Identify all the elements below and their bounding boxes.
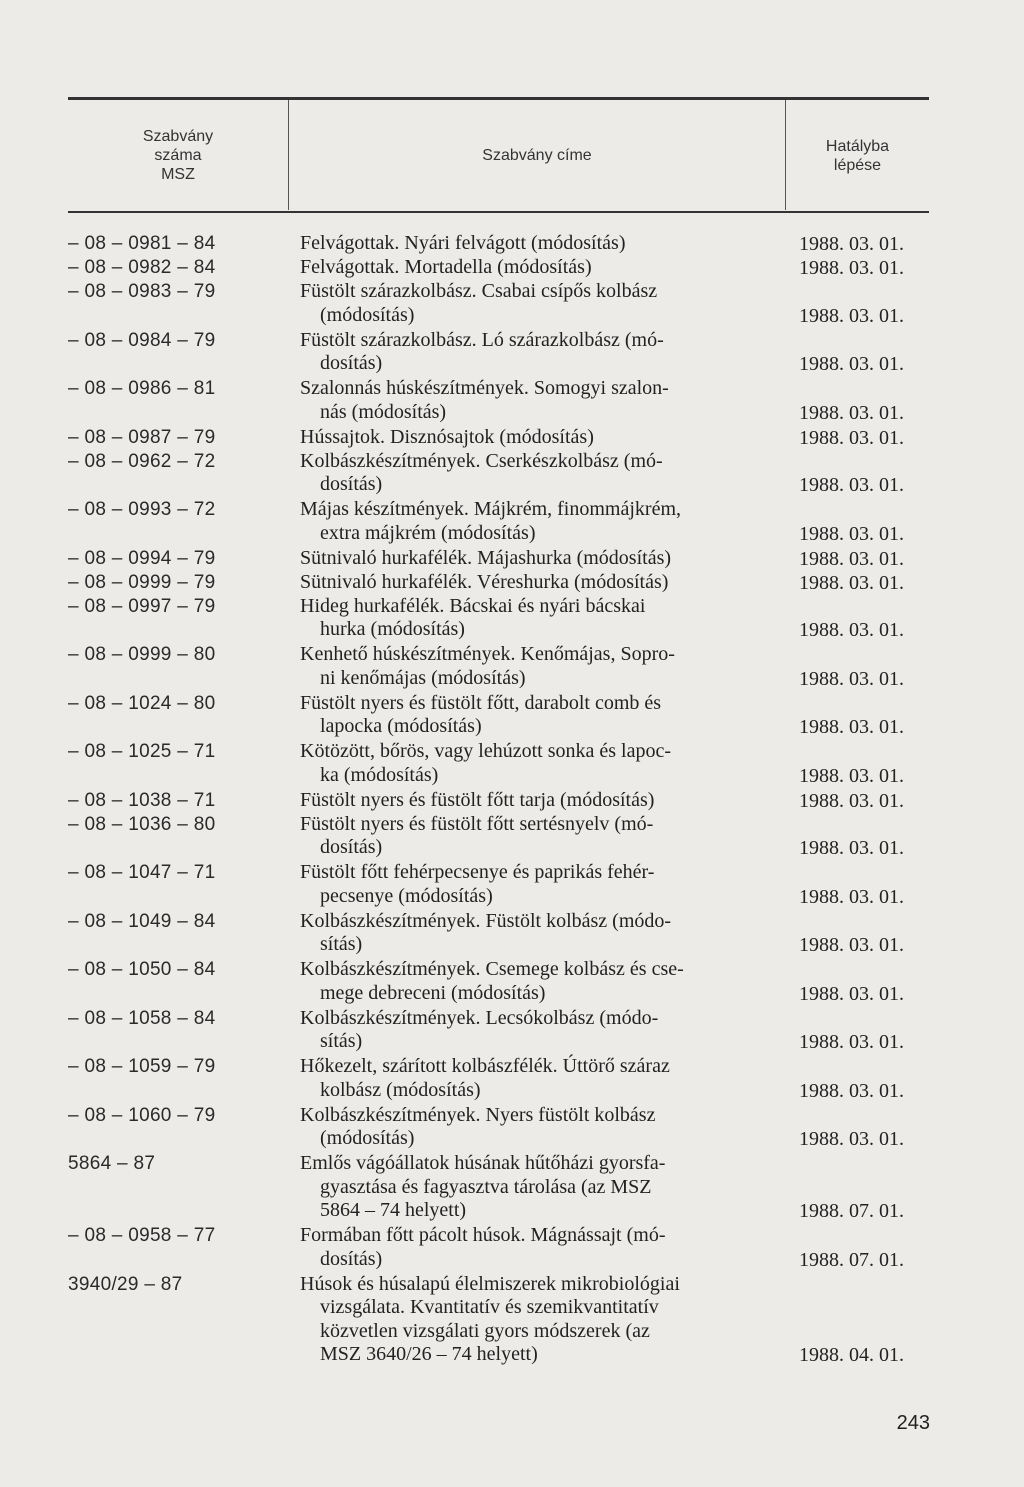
standard-title (300, 280, 785, 327)
standard-title (300, 813, 785, 860)
standard-title-line: Felvágottak. Mortadella (módosítás) (300, 256, 592, 278)
effective-date: 1988. 03. 01. (799, 1079, 904, 1102)
standard-title-line: Felvágottak. Nyári felvágott (módosítás) (300, 232, 626, 254)
standard-title (300, 1273, 785, 1367)
effective-date: 1988. 03. 01. (799, 885, 904, 908)
effective-date: 1988. 03. 01. (799, 667, 904, 690)
effective-date: 1988. 03. 01. (799, 233, 904, 255)
standard-title (300, 910, 785, 957)
standard-title-line: Kolbászkészítmények. Lecsókolbász (módo- (300, 1006, 659, 1029)
standard-title-line: lapocka (módosítás) (320, 715, 482, 737)
standard-title-line: hurka (módosítás) (320, 618, 465, 640)
standard-code: – 08 – 1024 – 80 (68, 692, 216, 714)
standard-title-line: Hússajtok. Disznósajtok (módosítás) (300, 425, 594, 448)
standard-title (300, 1055, 785, 1102)
standard-title (300, 450, 785, 497)
standard-title-line: Kötözött, bőrös, vagy lehúzott sonka és lapoc- (300, 740, 672, 762)
standard-title-line: dosítás) (320, 836, 383, 858)
effective-date: 1988. 03. 01. (799, 474, 904, 496)
standard-title-line: sítás) (320, 933, 363, 955)
standard-code: – 08 – 0962 – 72 (68, 450, 216, 472)
standard-title-line: (módosítás) (320, 1127, 415, 1149)
standard-title-line: nás (módosítás) (320, 400, 447, 423)
standard-title-line: Füstölt szárazkolbász. Csabai csípős kolbász (300, 280, 658, 302)
standard-code: – 08 – 0984 – 79 (68, 329, 216, 351)
standard-title (300, 740, 785, 787)
standard-title (300, 1152, 785, 1223)
effective-date: 1988. 04. 01. (799, 1344, 904, 1366)
standard-code: – 08 – 0981 – 84 (68, 233, 216, 254)
standard-title-line: dosítás) (320, 352, 383, 374)
standard-title-line: kolbász (módosítás) (320, 1078, 481, 1101)
standard-code: – 08 – 0999 – 80 (68, 644, 216, 665)
standard-title-line: Kolbászkészítmények. Füstölt kolbász (módo- (300, 909, 672, 932)
standard-code: – 08 – 1050 – 84 (68, 959, 216, 980)
standard-code: – 08 – 0999 – 79 (68, 571, 216, 593)
standard-title-line: Füstölt nyers és füstölt főtt sertésnyelv (mó- (300, 812, 654, 835)
effective-date: 1988. 03. 01. (799, 257, 904, 279)
standard-title (300, 1224, 785, 1271)
standard-code: – 08 – 1060 – 79 (68, 1104, 216, 1126)
standard-code: 5864 – 87 (68, 1153, 156, 1174)
effective-date: 1988. 03. 01. (799, 789, 904, 812)
header-effective-date: Hatályba lépése (825, 137, 890, 174)
effective-date: 1988. 03. 01. (799, 982, 904, 1005)
standard-title-line: Hideg hurkafélék. Bácskai és nyári bácskai (300, 594, 646, 617)
header-bottom-rule (68, 211, 929, 213)
standard-code: – 08 – 0986 – 81 (68, 378, 216, 399)
effective-date: 1988. 03. 01. (799, 716, 904, 738)
page-number: 243 (896, 1412, 930, 1434)
standard-title-line: ka (módosítás) (320, 763, 439, 786)
standard-title (300, 498, 785, 545)
standard-code: – 08 – 1038 – 71 (68, 789, 216, 811)
standard-title (300, 426, 785, 450)
standard-title-line: Füstölt szárazkolbász. Ló szárazkolbász (mó- (300, 328, 664, 351)
standard-code: – 08 – 0997 – 79 (68, 595, 216, 617)
standard-code: – 08 – 1047 – 71 (68, 862, 216, 883)
standard-code: – 08 – 1049 – 84 (68, 910, 216, 932)
effective-date: 1988. 03. 01. (799, 426, 904, 449)
standard-title (300, 232, 785, 256)
standard-title-line: vizsgálata. Kvantitatív és szemikvantitatív (320, 1296, 659, 1318)
standard-title-line: 5864 – 74 helyett) (320, 1199, 467, 1221)
standard-title-line: gyasztása és fagyasztva tárolása (az MSZ (320, 1175, 652, 1198)
effective-date: 1988. 03. 01. (799, 547, 904, 570)
standard-title-line: Füstölt főtt fehérpecsenye és paprikás fehér- (300, 861, 655, 883)
standard-title-line: extra májkrém (módosítás) (320, 521, 536, 544)
standard-title-line: ni kenőmájas (módosítás) (320, 666, 526, 689)
standard-title (300, 377, 785, 424)
standard-title-line: Szalonnás húskészítmények. Somogyi szalon- (300, 377, 669, 399)
standard-title (300, 643, 785, 690)
effective-date: 1988. 03. 01. (799, 619, 904, 641)
standard-code: – 08 – 0993 – 72 (68, 499, 216, 520)
standard-title (300, 595, 785, 642)
standard-title-line: közvetlen vizsgálati gyors módszerek (az (320, 1319, 650, 1342)
standard-title-line: sítás) (320, 1030, 363, 1052)
standard-title-line: Kolbászkészítmények. Nyers füstölt kolbász (300, 1103, 656, 1126)
standard-title-line: MSZ 3640/26 – 74 helyett) (320, 1343, 538, 1365)
effective-date: 1988. 03. 01. (799, 401, 904, 424)
standard-code: 3940/29 – 87 (68, 1273, 183, 1295)
standard-code: – 08 – 0958 – 77 (68, 1225, 216, 1246)
effective-date: 1988. 03. 01. (799, 934, 904, 956)
effective-date: 1988. 03. 01. (799, 837, 904, 859)
standard-title-line: (módosítás) (320, 303, 415, 326)
header-standard-number: Szabvány száma MSZ (142, 128, 214, 183)
standard-code: – 08 – 1025 – 71 (68, 741, 216, 762)
standard-title-line: Májas készítmények. Májkrém, finommájkrém, (300, 498, 682, 520)
standard-title-line: Kenhető húskészítmények. Kenőmájas, Sopro- (300, 643, 675, 665)
standard-title (300, 571, 785, 595)
standard-title (300, 861, 785, 908)
standard-code: – 08 – 0994 – 79 (68, 547, 216, 569)
effective-date: 1988. 03. 01. (799, 1031, 904, 1053)
standard-title-line: dosítás) (320, 1247, 383, 1270)
standard-title (300, 1007, 785, 1054)
standard-code: – 08 – 1058 – 84 (68, 1007, 216, 1029)
standard-code: – 08 – 0982 – 84 (68, 257, 216, 278)
standard-title-line: Formában főtt pácolt húsok. Mágnássajt (mó- (300, 1224, 666, 1246)
standard-title (300, 329, 785, 376)
effective-date: 1988. 03. 01. (799, 571, 904, 594)
standard-title (300, 1104, 785, 1151)
standard-title-line: Füstölt nyers és füstölt főtt, darabolt comb és (300, 691, 662, 714)
effective-date: 1988. 07. 01. (799, 1248, 904, 1271)
standard-title-line: mege debreceni (módosítás) (320, 981, 546, 1004)
effective-date: 1988. 03. 01. (799, 353, 904, 375)
standard-title (300, 256, 785, 280)
standard-title-line: Emlős vágóállatok húsának hűtőházi gyorsfa- (300, 1152, 666, 1174)
standard-code: – 08 – 1036 – 80 (68, 813, 216, 835)
standard-title-line: Sütnivaló hurkafélék. Májashurka (módosítás) (300, 546, 672, 569)
effective-date: 1988. 03. 01. (799, 522, 904, 545)
standard-title (300, 547, 785, 571)
standard-title-line: pecsenye (módosítás) (320, 884, 493, 907)
effective-date: 1988. 07. 01. (799, 1200, 904, 1222)
standard-title (300, 958, 785, 1005)
standard-title-line: dosítás) (320, 473, 383, 495)
standard-title-line: Sütnivaló hurkafélék. Véreshurka (módosítás) (300, 570, 669, 593)
effective-date: 1988. 03. 01. (799, 764, 904, 787)
standard-title-line: Húsok és húsalapú élelmiszerek mikrobiológiai (300, 1272, 680, 1295)
standard-title-line: Kolbászkészítmények. Cserkészkolbász (mó- (300, 449, 663, 472)
standard-code: – 08 – 0987 – 79 (68, 426, 216, 448)
standard-title-line: Füstölt nyers és füstölt főtt tarja (módosítás) (300, 788, 655, 811)
header-standard-title: Szabvány címe (482, 147, 592, 164)
standard-title (300, 692, 785, 739)
standard-code: – 08 – 1059 – 79 (68, 1056, 216, 1077)
effective-date: 1988. 03. 01. (799, 1128, 904, 1150)
standard-title-line: Kolbászkészítmények. Csemege kolbász és cse- (300, 958, 684, 980)
effective-date: 1988. 03. 01. (799, 304, 904, 327)
standard-code: – 08 – 0983 – 79 (68, 281, 216, 302)
standard-title (300, 789, 785, 813)
standard-title-line: Hőkezelt, szárított kolbászfélék. Úttörő száraz (300, 1055, 670, 1077)
